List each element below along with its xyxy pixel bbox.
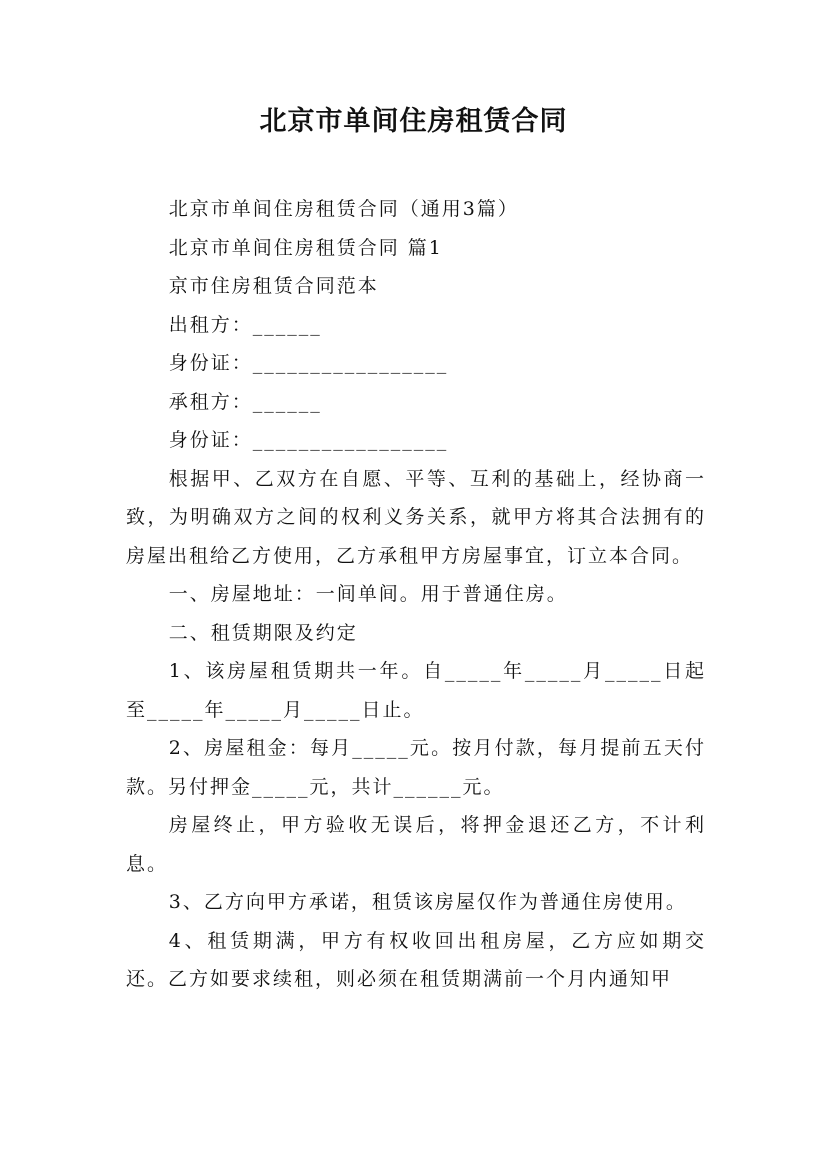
subtitle-collection: 北京市单间住房租赁合同（通用3篇） [168,198,519,220]
lessee-field: 承租方：______ [168,390,322,413]
template-title: 京市住房租赁合同范本 [168,275,379,297]
clause-property-address: 一、房屋地址：一间单间。用于普通住房。 [168,583,568,605]
clause-term-heading: 二、租赁期限及约定 [168,621,358,644]
document-title: 北京市单间住房租赁合同 [259,106,568,137]
preamble-paragraph: 根据甲、乙双方在自愿、平等、互利的基础上，经协商一致，为明确双方之间的权利义务关系，就甲方将其合法拥有的房屋出租给乙方使用，乙方承租甲方房屋事宜，订立本合同。 [126,467,706,567]
clause-usage-promise: 3、乙方向甲方承诺，租赁该房屋仅作为普通住房使用。 [168,891,687,913]
clause-deposit-return: 房屋终止，甲方验收无误后，将押金退还乙方，不计利息。 [126,814,706,875]
document-body [126,190,706,999]
lessor-id-field: 身份证：_________________ [168,352,449,374]
lessee-id-field: 身份证：_________________ [168,429,449,451]
clause-rent: 2、房屋租金：每月_____元。按月付款，每月提前五天付款。另付押金_____元，共计______元。 [126,737,706,798]
clause-lease-expiry: 4、租赁期满，甲方有权收回出租房屋，乙方应如期交还。乙方如要求续租，则必须在租赁期满前一个月内通知甲 [126,929,706,990]
section-heading-part-1: 北京市单间住房租赁合同 篇1 [168,236,443,259]
clause-lease-period: 1、该房屋租赁期共一年。自_____年_____月_____日起至_____年_____月_____日止。 [126,660,706,721]
lessor-field: 出租方：______ [168,313,322,336]
